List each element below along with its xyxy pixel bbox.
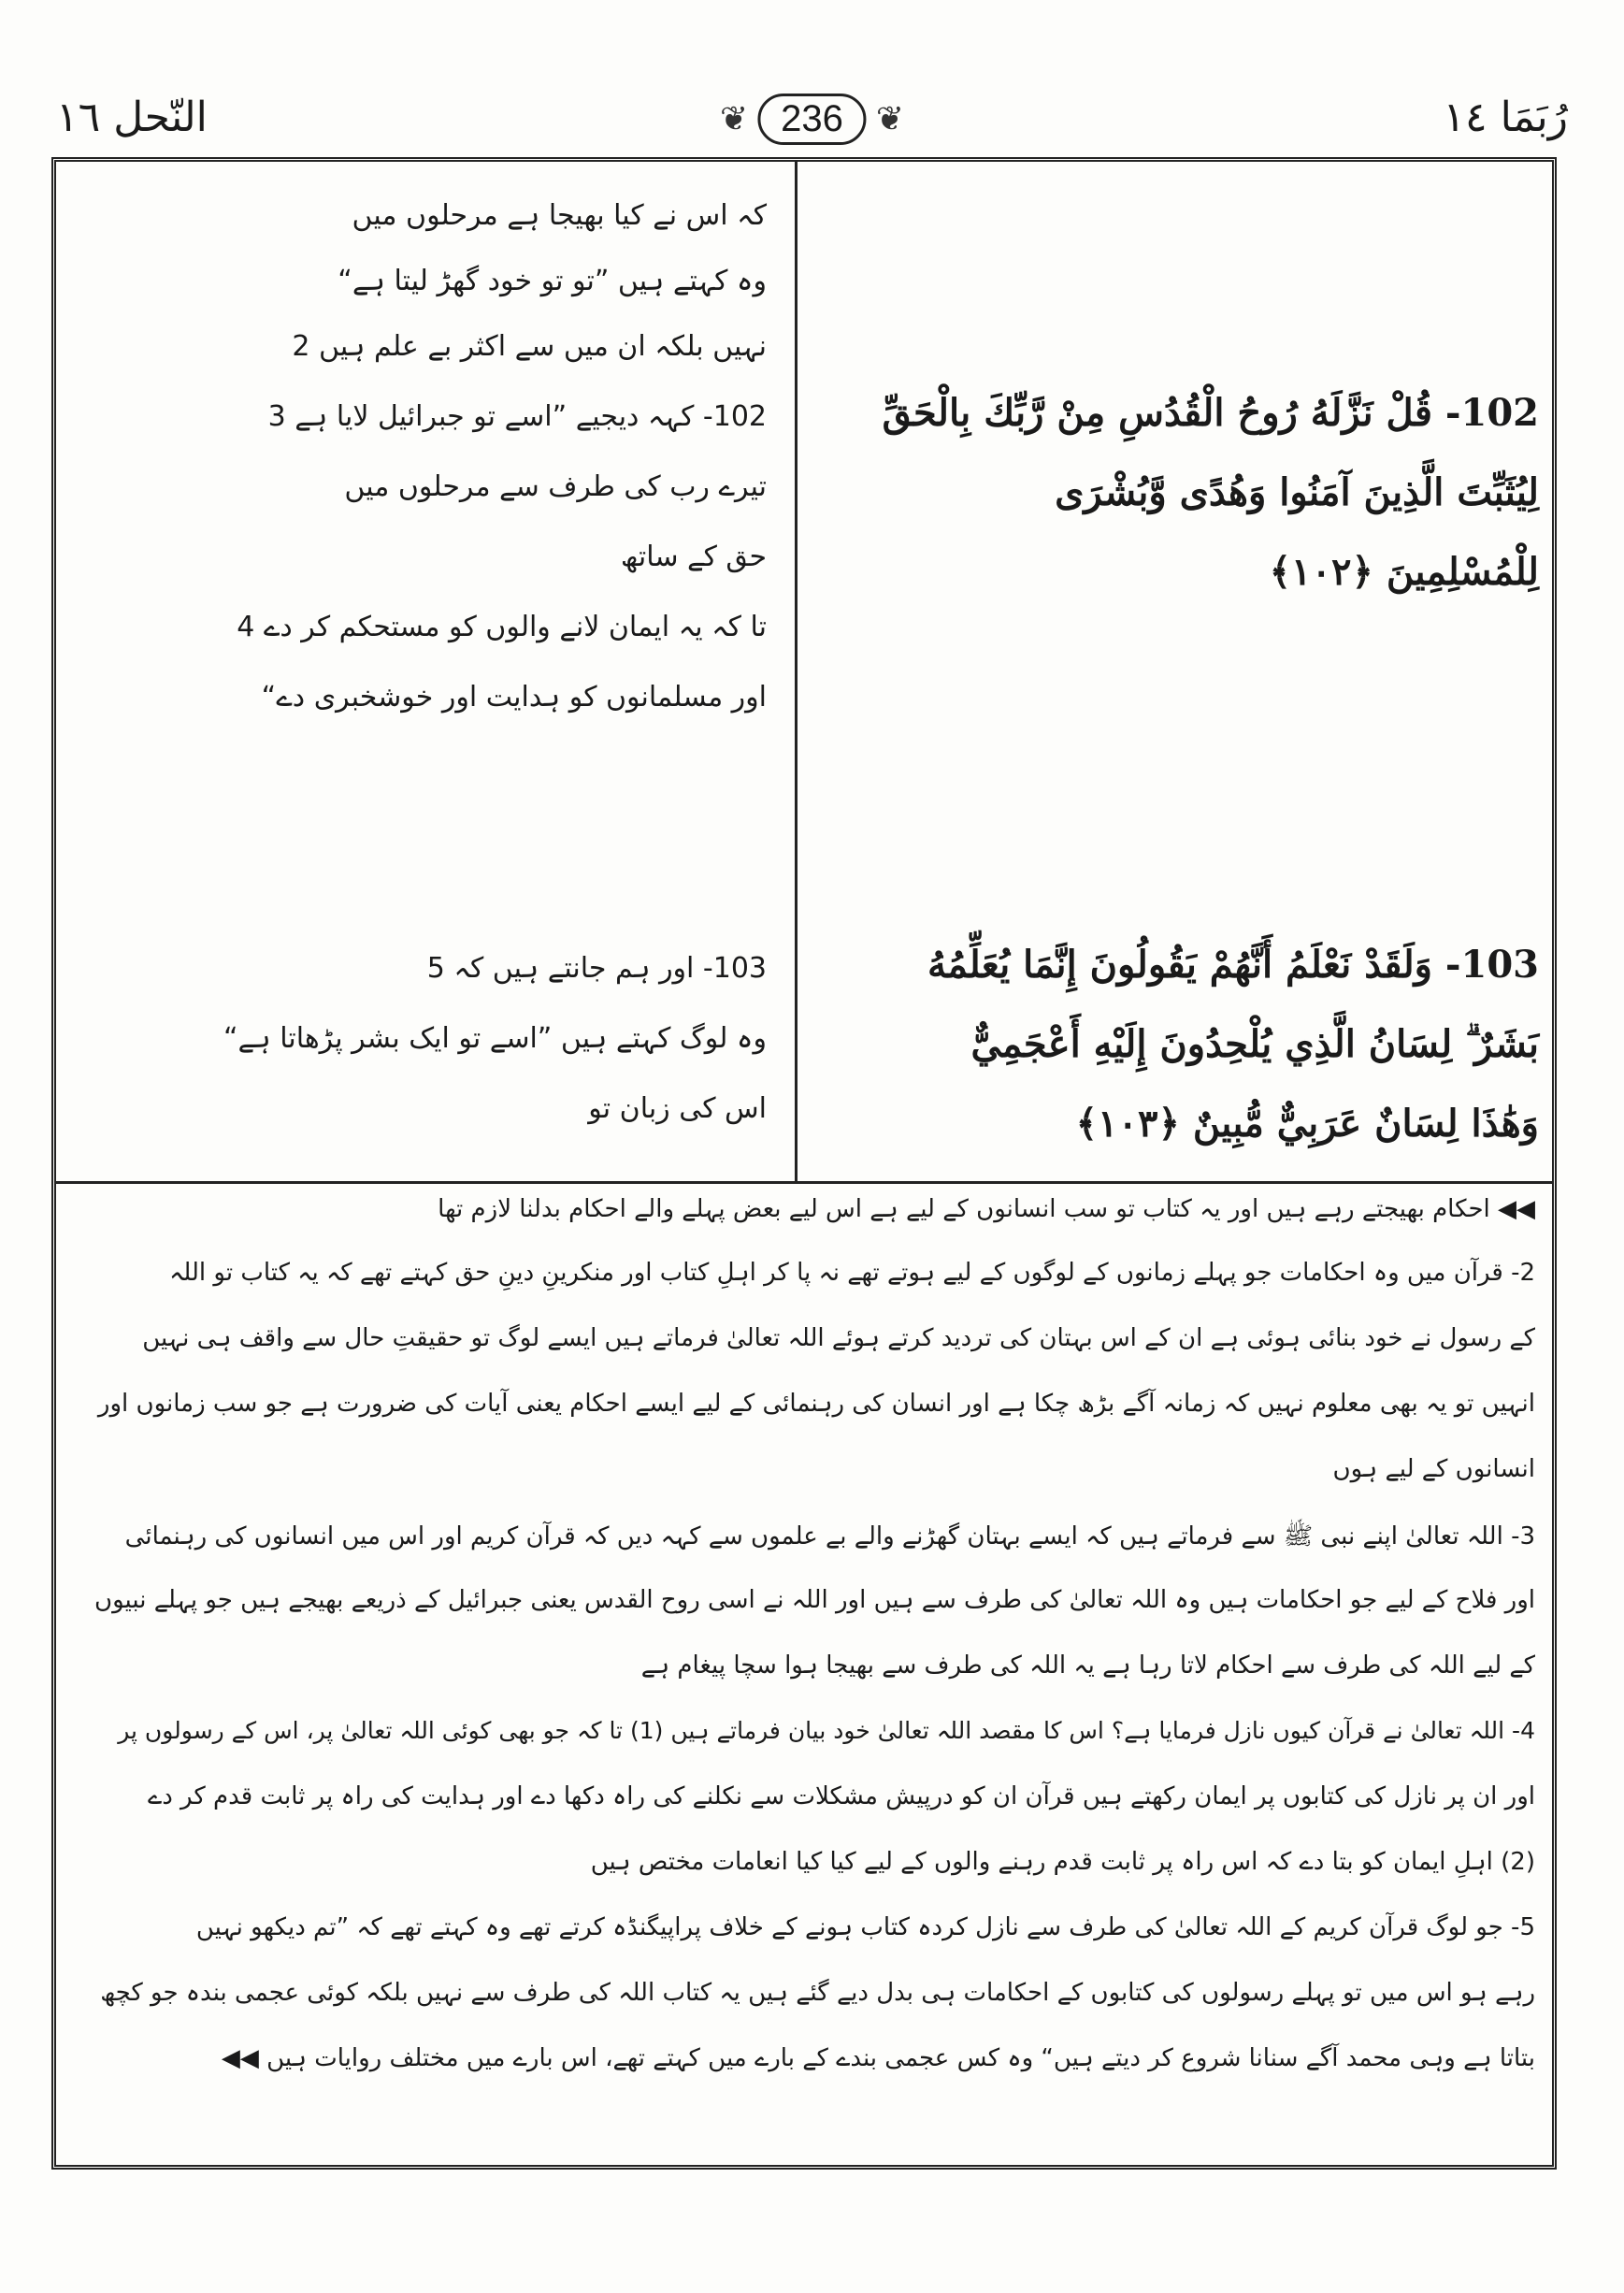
arabic-line: وَهَٰذَا لِسَانٌ عَرَبِيٌّ مُّبِينٌ ﴿١٠٣﴾ [1075, 1102, 1539, 1146]
urdu-line: کہ اس نے کیا بھیجا ہے مرحلوں میں [352, 199, 767, 232]
arabic-line: بَشَرٌ ۗ لِسَانُ الَّذِي يُلْحِدُونَ إِلَيْهِ أَعْجَمِيٌّ [970, 1022, 1539, 1066]
ornament-right-icon: ❦ [875, 100, 905, 138]
footnote-line: انہیں تو یہ بھی معلوم نہیں کہ زمانہ آگے بڑھ چکا ہے اور انسان کی رہنمائی کے لیے ایسے احکام یعنی آیات کی ضرورت ہے جو سب زمانوں اور [97, 1390, 1535, 1418]
urdu-translation-column [56, 162, 795, 1181]
footnote-line: 5- جو لوگ قرآن کریم کے اللہ تعالیٰ کی طرف سے نازل کردہ کتاب ہونے کے خلاف پراپیگنڈہ کرتے تھے وہ کہتے تھے کہ ”تم دیکھو نہیں [195, 1913, 1535, 1941]
footnote-line: رہے ہو اس میں تو پہلے رسولوں کی کتابوں کے احکامات ہی بدل دیے گئے ہیں یہ کتاب اللہ کی طرف سے نہیں بلکہ کوئی عجمی بندہ جو کچھ [100, 1979, 1535, 2007]
footnote-line: اور فلاح کے لیے جو احکامات ہیں وہ اللہ تعالیٰ کی طرف سے ہیں اور اللہ نے اسی روح القدس یعنی جبرائیل کے ذریعے بھیجے ہیں جو پہلے نبیوں [94, 1586, 1535, 1614]
urdu-line: 102- کہہ دیجیے ”اسے تو جبرائیل لایا ہے 3 [267, 400, 767, 433]
urdu-line: تا کہ یہ ایمان لانے والوں کو مستحکم کر دے 4 [237, 611, 767, 643]
ornament-left-icon: ❦ [719, 100, 749, 138]
footnote-line: کے رسول نے خود بنائی ہوئی ہے ان کے اس بہتان کی تردید کرتے ہوئے اللہ تعالیٰ فرماتے ہیں ایسے لوگ تو حقیقتِ حال سے واقف ہی نہیں [142, 1324, 1535, 1352]
urdu-line: نہیں بلکہ ان میں سے اکثر بے علم ہیں 2 [292, 330, 767, 363]
arabic-line: 102- قُلْ نَزَّلَهُ رُوحُ الْقُدُسِ مِنْ رَّبِّكَ بِالْحَقِّ [882, 391, 1539, 435]
arabic-text-column [798, 162, 1552, 1181]
footnote-line: بتاتا ہے وہی محمد آگے سنانا شروع کر دیتے ہیں“ وہ کس عجمی بندے کے بارے میں کہتے تھے، اس بارے میں مختلف روایات ہیں ◀◀ [221, 2044, 1535, 2072]
footnotes-section [56, 1184, 1552, 2166]
urdu-line: 103- اور ہم جانتے ہیں کہ 5 [426, 952, 767, 985]
juz-label: رُبَمَا ١٤ [1443, 94, 1568, 141]
arabic-line: لِيُثَبِّتَ الَّذِينَ آمَنُوا وَهُدًى وَّبُشْرَى [1055, 470, 1539, 514]
urdu-line: حق کے ساتھ [620, 541, 767, 573]
surah-label: النّحل ١٦ [56, 94, 208, 141]
footnote-line: 3- اللہ تعالیٰ اپنے نبی ﷺ سے فرماتے ہیں کہ ایسے بہتان گھڑنے والے بے علموں سے کہہ دیں کہ قرآن کریم اور اس میں انسانوں کی رہنمائی [124, 1522, 1535, 1550]
footnote-line: اور ان پر نازل کی کتابوں پر ایمان رکھتے ہیں قرآن ان کو درپیش مشکلات سے نکلنے کی راہ دکھا دے اور ہدایت کی راہ پر ثابت قدم کر دے [147, 1782, 1535, 1810]
page-number: 236 [757, 94, 867, 145]
footnote-line: (2) اہلِ ایمان کو بتا دے کہ اس راہ پر ثابت قدم رہنے والوں کے لیے کیا کیا انعامات مختص ہیں [590, 1848, 1535, 1876]
arabic-line: لِلْمُسْلِمِينَ ﴿١٠٢﴾ [1269, 550, 1539, 594]
page-number-ornament [720, 94, 904, 145]
verse-section [56, 162, 1552, 1184]
urdu-line: وہ کہتے ہیں ”تو تو خود گھڑ لیتا ہے“ [338, 265, 767, 297]
arabic-line: 103- وَلَقَدْ نَعْلَمُ أَنَّهُمْ يَقُولُونَ إِنَّمَا يُعَلِّمُهُ [927, 943, 1539, 987]
page-frame [51, 157, 1557, 2170]
footnote-line: کے لیے اللہ کی طرف سے احکام لاتا رہا ہے یہ اللہ کی طرف سے بھیجا ہوا سچا پیغام ہے [640, 1651, 1535, 1680]
urdu-line: اور مسلمانوں کو ہدایت اور خوشخبری دے“ [261, 681, 767, 714]
urdu-line: تیرے رب کی طرف سے مرحلوں میں [344, 470, 767, 503]
urdu-line: اس کی زبان تو [588, 1092, 767, 1125]
footnote-line: ◀◀ احکام بھیجتے رہے ہیں اور یہ کتاب تو سب انسانوں کے لیے ہے اس لیے بعض پہلے والے احکام بدلنا لازم تھا [438, 1195, 1535, 1223]
urdu-line: وہ لوگ کہتے ہیں ”اسے تو ایک بشر پڑھاتا ہے“ [223, 1022, 767, 1055]
footnote-line: 4- اللہ تعالیٰ نے قرآن کیوں نازل فرمایا ہے؟ اس کا مقصد اللہ تعالیٰ خود بیان فرماتے ہیں (1) تا کہ جو بھی کوئی اللہ تعالیٰ پر، اس کے رسولوں پر [118, 1717, 1535, 1744]
footnote-line: 2- قرآن میں وہ احکامات جو پہلے زمانوں کے لوگوں کے لیے ہوتے تھے نہ پا کر اہلِ کتاب اور منکرینِ دینِ حق کہتے تھے کہ یہ کتاب تو اللہ [169, 1259, 1535, 1287]
footnote-line: انسانوں کے لیے ہوں [1332, 1455, 1535, 1483]
